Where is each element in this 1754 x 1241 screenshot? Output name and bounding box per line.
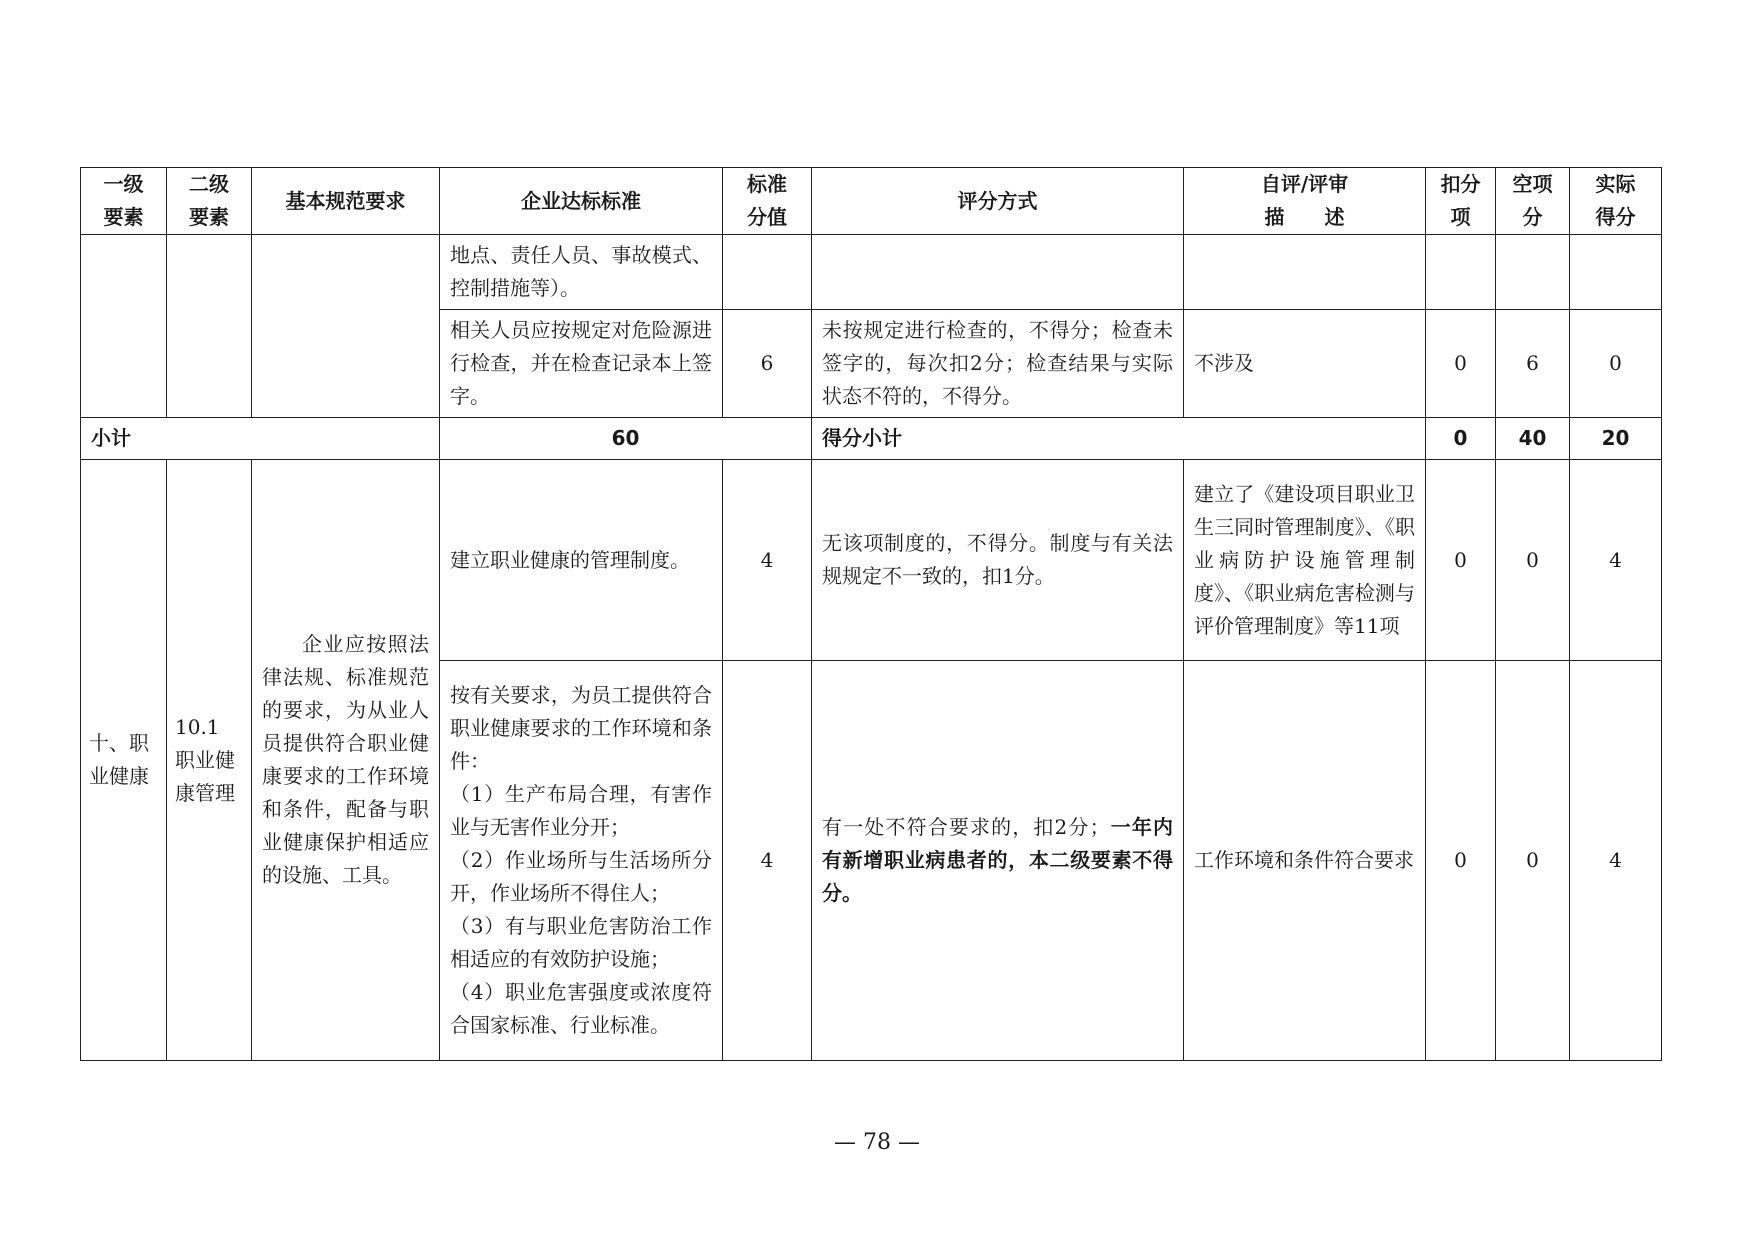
subtotal-deduct: 0 (1426, 418, 1496, 460)
cell-empty (81, 235, 167, 418)
cell-empty-score: 0 (1496, 661, 1570, 1061)
cell-score: 4 (723, 460, 812, 661)
cell-empty-score: 6 (1496, 310, 1570, 418)
cell-deduct: 0 (1426, 661, 1496, 1061)
subtotal-empty: 40 (1496, 418, 1570, 460)
header-method: 评分方式 (812, 168, 1184, 235)
header-empty: 空项 分 (1496, 168, 1570, 235)
cell-standard (440, 661, 723, 1061)
header-row (81, 168, 1662, 235)
cell-empty (1426, 235, 1496, 310)
header-standard: 企业达标标准 (440, 168, 723, 235)
standard-line: （3）有与职业危害防治工作相适应的有效防护设施； (450, 914, 712, 971)
subtotal-label: 小计 (81, 418, 440, 460)
cell-description: 工作环境和条件符合要求 (1184, 661, 1426, 1061)
header-actual: 实际 得分 (1570, 168, 1662, 235)
header-requirement: 基本规范要求 (252, 168, 440, 235)
subtotal-actual: 20 (1570, 418, 1662, 460)
standard-line: （2）作业场所与生活场所分开，作业场所不得住人； (450, 848, 712, 905)
cell-method: 未按规定进行检查的，不得分；检查未签字的，每次扣2分；检查结果与实际状态不符的，不得分。 (812, 310, 1184, 418)
page-number: — 78 — (834, 1130, 920, 1155)
cell-actual: 0 (1570, 310, 1662, 418)
cell-empty (1184, 235, 1426, 310)
cell-standard: 地点、责任人员、事故模式、控制措施等）。 (440, 235, 723, 310)
table-row (81, 460, 1662, 661)
cell-actual: 4 (1570, 661, 1662, 1061)
cell-empty (812, 235, 1184, 310)
cell-actual: 4 (1570, 460, 1662, 661)
cell-empty (1496, 235, 1570, 310)
header-deduct: 扣分 项 (1426, 168, 1496, 235)
cell-empty (167, 235, 252, 418)
cell-requirement: 企业应按照法律法规、标准规范的要求，为从业人员提供符合职业健康要求的工作环境和条件，配备与职业健康保护相适应的设施、工具。 (252, 460, 440, 1061)
subtotal-method-label: 得分小计 (812, 418, 1426, 460)
cell-method: 无该项制度的，不得分。制度与有关法规规定不一致的，扣1分。 (812, 460, 1184, 661)
method-bold-text: 一年内有新增职业病患者的，本二级要素不得分。 (822, 815, 1174, 905)
cell-empty-score: 0 (1496, 460, 1570, 661)
cell-method (812, 661, 1184, 1061)
header-score: 标准 分值 (723, 168, 812, 235)
cell-description: 不涉及 (1184, 310, 1426, 418)
cell-empty (1570, 235, 1662, 310)
cell-empty (723, 235, 812, 310)
cell-empty (252, 235, 440, 418)
subtotal-row (81, 418, 1662, 460)
standard-line: （4）职业危害强度或浓度符合国家标准、行业标准。 (450, 980, 712, 1037)
cell-level2: 10.1 职业健康管理 (167, 460, 252, 1061)
standard-line: （1）生产布局合理，有害作业与无害作业分开； (450, 782, 712, 839)
header-description: 自评/评审 描 述 (1184, 168, 1426, 235)
cell-standard: 建立职业健康的管理制度。 (440, 460, 723, 661)
cell-description: 建立了《建设项目职业卫生三同时管理制度》、《职业病防护设施管理制度》、《职业病危害检测与评价管理制度》等11项 (1184, 460, 1426, 661)
table-row (81, 235, 1662, 310)
method-normal-text: 有一处不符合要求的，扣2分； (822, 815, 1110, 839)
cell-score: 6 (723, 310, 812, 418)
header-level2: 二级 要素 (167, 168, 252, 235)
cell-deduct: 0 (1426, 460, 1496, 661)
cell-standard: 相关人员应按规定对危险源进行检查，并在检查记录本上签字。 (440, 310, 723, 418)
header-level1: 一级 要素 (81, 168, 167, 235)
evaluation-table (80, 167, 1662, 1061)
cell-level1: 十、职业健康 (81, 460, 167, 1061)
cell-deduct: 0 (1426, 310, 1496, 418)
cell-score: 4 (723, 661, 812, 1061)
standard-line: 按有关要求，为员工提供符合职业健康要求的工作环境和条件： (450, 683, 712, 773)
subtotal-score: 60 (440, 418, 812, 460)
